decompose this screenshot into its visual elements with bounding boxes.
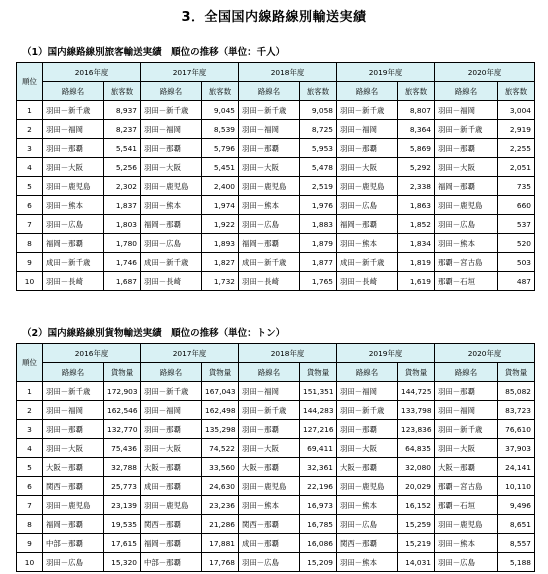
cargo-section-title: （2）国内線路線別貨物輸送実績 順位の推移（単位：トン） bbox=[22, 328, 286, 339]
route-cell: 羽田－新千歳 bbox=[239, 401, 300, 420]
route-cell: 羽田－那覇 bbox=[337, 420, 398, 439]
value-cell: 19,535 bbox=[104, 515, 141, 534]
year-header: 2018年度 bbox=[239, 63, 337, 82]
route-cell: 羽田－熊本 bbox=[43, 196, 104, 215]
value-cell: 135,298 bbox=[202, 420, 239, 439]
value-header: 貨物量 bbox=[202, 363, 239, 382]
route-cell: 羽田－長崎 bbox=[337, 272, 398, 291]
year-header: 2017年度 bbox=[141, 63, 239, 82]
rank-cell: 9 bbox=[17, 534, 43, 553]
route-cell: 羽田－広島 bbox=[435, 215, 498, 234]
table-row bbox=[17, 382, 535, 401]
route-cell: 羽田－熊本 bbox=[435, 534, 498, 553]
value-cell: 2,302 bbox=[104, 177, 141, 196]
value-cell: 1,877 bbox=[300, 253, 337, 272]
value-cell: 5,188 bbox=[498, 553, 535, 572]
value-cell: 162,498 bbox=[202, 401, 239, 420]
value-cell: 503 bbox=[498, 253, 535, 272]
year-header: 2020年度 bbox=[435, 63, 535, 82]
value-cell: 144,725 bbox=[398, 382, 435, 401]
route-header: 路線名 bbox=[141, 82, 202, 101]
route-cell: 羽田－那覇 bbox=[435, 382, 498, 401]
route-cell: 羽田－鹿児島 bbox=[141, 496, 202, 515]
value-cell: 75,436 bbox=[104, 439, 141, 458]
route-cell: 羽田－大阪 bbox=[43, 439, 104, 458]
route-cell: 羽田－広島 bbox=[43, 215, 104, 234]
value-cell: 127,216 bbox=[300, 420, 337, 439]
value-cell: 8,364 bbox=[398, 120, 435, 139]
route-cell: 大阪－那覇 bbox=[239, 458, 300, 477]
rank-cell: 7 bbox=[17, 496, 43, 515]
table-row bbox=[17, 196, 535, 215]
rank-cell: 10 bbox=[17, 272, 43, 291]
table-row bbox=[17, 101, 535, 120]
route-cell: 羽田－鹿児島 bbox=[43, 496, 104, 515]
table-row bbox=[17, 458, 535, 477]
value-header: 貨物量 bbox=[300, 363, 337, 382]
route-cell: 羽田－新千歳 bbox=[435, 120, 498, 139]
route-cell: 羽田－新千歳 bbox=[435, 420, 498, 439]
route-cell: 那覇－石垣 bbox=[435, 272, 498, 291]
route-cell: 羽田－福岡 bbox=[337, 120, 398, 139]
rank-cell: 5 bbox=[17, 177, 43, 196]
route-cell: 羽田－熊本 bbox=[435, 234, 498, 253]
route-cell: 羽田－広島 bbox=[43, 553, 104, 572]
value-cell: 1,837 bbox=[104, 196, 141, 215]
value-cell: 5,256 bbox=[104, 158, 141, 177]
route-cell: 羽田－熊本 bbox=[239, 496, 300, 515]
route-cell: 羽田－熊本 bbox=[141, 196, 202, 215]
route-cell: 羽田－大阪 bbox=[435, 439, 498, 458]
year-header: 2019年度 bbox=[337, 344, 435, 363]
route-cell: 羽田－広島 bbox=[239, 553, 300, 572]
value-cell: 1,819 bbox=[398, 253, 435, 272]
value-header: 貨物量 bbox=[498, 363, 535, 382]
value-cell: 2,919 bbox=[498, 120, 535, 139]
route-cell: 那覇－石垣 bbox=[435, 496, 498, 515]
value-cell: 83,723 bbox=[498, 401, 535, 420]
value-cell: 2,338 bbox=[398, 177, 435, 196]
value-cell: 1,852 bbox=[398, 215, 435, 234]
rank-cell: 7 bbox=[17, 215, 43, 234]
rank-cell: 6 bbox=[17, 477, 43, 496]
route-cell: 羽田－大阪 bbox=[435, 158, 498, 177]
table-row bbox=[17, 534, 535, 553]
value-cell: 1,746 bbox=[104, 253, 141, 272]
route-cell: 羽田－広島 bbox=[239, 215, 300, 234]
route-cell: 成田－新千歳 bbox=[43, 253, 104, 272]
value-header: 旅客数 bbox=[202, 82, 239, 101]
route-cell: 福岡－那覇 bbox=[43, 515, 104, 534]
route-cell: 成田－那覇 bbox=[141, 477, 202, 496]
value-cell: 8,937 bbox=[104, 101, 141, 120]
route-cell: 羽田－福岡 bbox=[239, 382, 300, 401]
route-cell: 羽田－新千歳 bbox=[141, 382, 202, 401]
value-header: 旅客数 bbox=[398, 82, 435, 101]
value-cell: 15,209 bbox=[300, 553, 337, 572]
route-cell: 羽田－鹿児島 bbox=[141, 177, 202, 196]
route-cell: 関西－那覇 bbox=[337, 534, 398, 553]
route-cell: 羽田－大阪 bbox=[239, 439, 300, 458]
rank-cell: 3 bbox=[17, 420, 43, 439]
route-cell: 羽田－長崎 bbox=[43, 272, 104, 291]
rank-header: 順位 bbox=[17, 63, 43, 101]
route-cell: 大阪－那覇 bbox=[435, 458, 498, 477]
rank-cell: 1 bbox=[17, 101, 43, 120]
value-cell: 1,803 bbox=[104, 215, 141, 234]
route-cell: 羽田－那覇 bbox=[239, 420, 300, 439]
value-cell: 37,903 bbox=[498, 439, 535, 458]
route-cell: 羽田－熊本 bbox=[337, 553, 398, 572]
value-cell: 5,953 bbox=[300, 139, 337, 158]
header-row-columns bbox=[17, 82, 535, 101]
route-cell: 羽田－熊本 bbox=[337, 234, 398, 253]
value-cell: 15,259 bbox=[398, 515, 435, 534]
rank-cell: 8 bbox=[17, 515, 43, 534]
value-cell: 5,451 bbox=[202, 158, 239, 177]
route-cell: 那覇－宮古島 bbox=[435, 253, 498, 272]
route-header: 路線名 bbox=[435, 82, 498, 101]
route-cell: 羽田－広島 bbox=[435, 553, 498, 572]
value-cell: 5,478 bbox=[300, 158, 337, 177]
route-cell: 羽田－大阪 bbox=[43, 158, 104, 177]
route-cell: 関西－那覇 bbox=[141, 515, 202, 534]
value-cell: 14,031 bbox=[398, 553, 435, 572]
route-cell: 羽田－大阪 bbox=[141, 439, 202, 458]
rank-cell: 8 bbox=[17, 234, 43, 253]
value-cell: 1,893 bbox=[202, 234, 239, 253]
table-row bbox=[17, 215, 535, 234]
route-cell: 羽田－大阪 bbox=[239, 158, 300, 177]
value-cell: 1,780 bbox=[104, 234, 141, 253]
route-cell: 羽田－新千歳 bbox=[337, 101, 398, 120]
route-cell: 那覇－宮古島 bbox=[435, 477, 498, 496]
route-header: 路線名 bbox=[43, 82, 104, 101]
value-cell: 5,869 bbox=[398, 139, 435, 158]
route-cell: 羽田－大阪 bbox=[337, 158, 398, 177]
route-cell: 成田－那覇 bbox=[239, 534, 300, 553]
header-row-years bbox=[17, 344, 535, 363]
route-cell: 関西－那覇 bbox=[239, 515, 300, 534]
route-cell: 羽田－福岡 bbox=[141, 120, 202, 139]
value-cell: 162,546 bbox=[104, 401, 141, 420]
route-cell: 羽田－鹿児島 bbox=[239, 477, 300, 496]
route-header: 路線名 bbox=[337, 82, 398, 101]
value-cell: 1,619 bbox=[398, 272, 435, 291]
route-cell: 福岡－那覇 bbox=[239, 234, 300, 253]
value-cell: 17,768 bbox=[202, 553, 239, 572]
year-header: 2018年度 bbox=[239, 344, 337, 363]
route-header: 路線名 bbox=[239, 363, 300, 382]
route-cell: 羽田－熊本 bbox=[337, 496, 398, 515]
route-cell: 羽田－新千歳 bbox=[239, 101, 300, 120]
value-cell: 21,286 bbox=[202, 515, 239, 534]
value-cell: 32,080 bbox=[398, 458, 435, 477]
route-cell: 大阪－那覇 bbox=[337, 458, 398, 477]
table-row bbox=[17, 439, 535, 458]
rank-cell: 9 bbox=[17, 253, 43, 272]
value-cell: 735 bbox=[498, 177, 535, 196]
route-cell: 羽田－広島 bbox=[337, 515, 398, 534]
route-cell: 福岡－那覇 bbox=[337, 215, 398, 234]
value-cell: 16,152 bbox=[398, 496, 435, 515]
route-cell: 羽田－福岡 bbox=[43, 120, 104, 139]
value-cell: 17,615 bbox=[104, 534, 141, 553]
route-cell: 成田－新千歳 bbox=[337, 253, 398, 272]
route-cell: 中部－那覇 bbox=[141, 553, 202, 572]
route-cell: 羽田－福岡 bbox=[435, 401, 498, 420]
rank-cell: 4 bbox=[17, 158, 43, 177]
table-row bbox=[17, 553, 535, 572]
value-cell: 24,141 bbox=[498, 458, 535, 477]
value-cell: 5,541 bbox=[104, 139, 141, 158]
route-cell: 羽田－那覇 bbox=[141, 139, 202, 158]
route-cell: 羽田－広島 bbox=[337, 196, 398, 215]
value-cell: 15,219 bbox=[398, 534, 435, 553]
table-row bbox=[17, 158, 535, 177]
route-cell: 羽田－福岡 bbox=[43, 401, 104, 420]
value-cell: 1,827 bbox=[202, 253, 239, 272]
year-header: 2019年度 bbox=[337, 63, 435, 82]
value-header: 旅客数 bbox=[300, 82, 337, 101]
value-cell: 2,519 bbox=[300, 177, 337, 196]
value-cell: 9,496 bbox=[498, 496, 535, 515]
value-cell: 2,051 bbox=[498, 158, 535, 177]
route-cell: 羽田－鹿児島 bbox=[435, 196, 498, 215]
route-header: 路線名 bbox=[337, 363, 398, 382]
value-cell: 520 bbox=[498, 234, 535, 253]
value-cell: 133,798 bbox=[398, 401, 435, 420]
value-cell: 74,522 bbox=[202, 439, 239, 458]
value-cell: 8,807 bbox=[398, 101, 435, 120]
route-cell: 大阪－那覇 bbox=[141, 458, 202, 477]
value-cell: 1,879 bbox=[300, 234, 337, 253]
value-cell: 25,773 bbox=[104, 477, 141, 496]
value-cell: 1,732 bbox=[202, 272, 239, 291]
value-header: 貨物量 bbox=[104, 363, 141, 382]
value-cell: 16,973 bbox=[300, 496, 337, 515]
value-cell: 8,539 bbox=[202, 120, 239, 139]
table-row bbox=[17, 139, 535, 158]
route-cell: 羽田－広島 bbox=[141, 234, 202, 253]
value-cell: 76,610 bbox=[498, 420, 535, 439]
rank-cell: 10 bbox=[17, 553, 43, 572]
cargo-table bbox=[16, 343, 535, 572]
route-cell: 羽田－那覇 bbox=[239, 139, 300, 158]
route-cell: 羽田－福岡 bbox=[141, 401, 202, 420]
route-cell: 羽田－鹿児島 bbox=[337, 477, 398, 496]
value-cell: 123,836 bbox=[398, 420, 435, 439]
value-cell: 1,687 bbox=[104, 272, 141, 291]
route-cell: 羽田－那覇 bbox=[43, 420, 104, 439]
route-header: 路線名 bbox=[141, 363, 202, 382]
rank-cell: 3 bbox=[17, 139, 43, 158]
value-cell: 487 bbox=[498, 272, 535, 291]
table-row bbox=[17, 177, 535, 196]
page-title: 3．全国国内線路線別輸送実績 bbox=[181, 10, 367, 25]
value-cell: 1,883 bbox=[300, 215, 337, 234]
value-cell: 22,196 bbox=[300, 477, 337, 496]
passenger-section-title: （1）国内線路線別旅客輸送実績 順位の推移（単位：千人） bbox=[22, 47, 286, 58]
value-cell: 9,045 bbox=[202, 101, 239, 120]
value-cell: 1,922 bbox=[202, 215, 239, 234]
value-cell: 5,796 bbox=[202, 139, 239, 158]
route-header: 路線名 bbox=[43, 363, 104, 382]
route-cell: 羽田－福岡 bbox=[337, 382, 398, 401]
year-header: 2016年度 bbox=[43, 344, 141, 363]
route-cell: 福岡－那覇 bbox=[141, 534, 202, 553]
value-cell: 33,560 bbox=[202, 458, 239, 477]
table-row bbox=[17, 253, 535, 272]
value-cell: 69,411 bbox=[300, 439, 337, 458]
value-cell: 16,785 bbox=[300, 515, 337, 534]
value-cell: 9,058 bbox=[300, 101, 337, 120]
value-cell: 15,320 bbox=[104, 553, 141, 572]
value-cell: 20,029 bbox=[398, 477, 435, 496]
route-header: 路線名 bbox=[239, 82, 300, 101]
value-header: 貨物量 bbox=[398, 363, 435, 382]
route-cell: 大阪－那覇 bbox=[43, 458, 104, 477]
rank-header: 順位 bbox=[17, 344, 43, 382]
route-cell: 羽田－那覇 bbox=[43, 139, 104, 158]
value-cell: 32,361 bbox=[300, 458, 337, 477]
value-cell: 1,976 bbox=[300, 196, 337, 215]
route-cell: 羽田－大阪 bbox=[337, 439, 398, 458]
value-cell: 1,765 bbox=[300, 272, 337, 291]
value-cell: 23,139 bbox=[104, 496, 141, 515]
route-cell: 羽田－鹿児島 bbox=[43, 177, 104, 196]
route-cell: 羽田－福岡 bbox=[239, 120, 300, 139]
table-row bbox=[17, 272, 535, 291]
route-cell: 成田－新千歳 bbox=[141, 253, 202, 272]
value-cell: 151,351 bbox=[300, 382, 337, 401]
route-cell: 福岡－那覇 bbox=[43, 234, 104, 253]
header-row-years bbox=[17, 63, 535, 82]
table-row bbox=[17, 477, 535, 496]
route-cell: 中部－那覇 bbox=[43, 534, 104, 553]
route-cell: 羽田－福岡 bbox=[435, 101, 498, 120]
route-cell: 羽田－長崎 bbox=[239, 272, 300, 291]
route-cell: 福岡－那覇 bbox=[141, 215, 202, 234]
route-cell: 羽田－長崎 bbox=[141, 272, 202, 291]
value-cell: 23,236 bbox=[202, 496, 239, 515]
value-cell: 8,651 bbox=[498, 515, 535, 534]
value-cell: 17,881 bbox=[202, 534, 239, 553]
route-cell: 羽田－那覇 bbox=[337, 139, 398, 158]
value-cell: 167,043 bbox=[202, 382, 239, 401]
route-cell: 羽田－鹿児島 bbox=[239, 177, 300, 196]
rank-cell: 2 bbox=[17, 120, 43, 139]
value-cell: 2,255 bbox=[498, 139, 535, 158]
passenger-table bbox=[16, 62, 535, 291]
value-header: 旅客数 bbox=[104, 82, 141, 101]
route-cell: 羽田－新千歳 bbox=[43, 101, 104, 120]
route-cell: 羽田－那覇 bbox=[435, 139, 498, 158]
value-cell: 64,835 bbox=[398, 439, 435, 458]
table-row bbox=[17, 496, 535, 515]
value-cell: 3,004 bbox=[498, 101, 535, 120]
route-cell: 羽田－鹿児島 bbox=[435, 515, 498, 534]
route-header: 路線名 bbox=[435, 363, 498, 382]
value-cell: 660 bbox=[498, 196, 535, 215]
table-row bbox=[17, 515, 535, 534]
rank-cell: 5 bbox=[17, 458, 43, 477]
year-header: 2017年度 bbox=[141, 344, 239, 363]
rank-cell: 2 bbox=[17, 401, 43, 420]
value-cell: 1,834 bbox=[398, 234, 435, 253]
year-header: 2020年度 bbox=[435, 344, 535, 363]
table-row bbox=[17, 401, 535, 420]
route-cell: 福岡－那覇 bbox=[435, 177, 498, 196]
value-cell: 10,110 bbox=[498, 477, 535, 496]
rank-cell: 4 bbox=[17, 439, 43, 458]
value-cell: 5,292 bbox=[398, 158, 435, 177]
route-cell: 成田－新千歳 bbox=[239, 253, 300, 272]
route-cell: 羽田－大阪 bbox=[141, 158, 202, 177]
value-cell: 1,863 bbox=[398, 196, 435, 215]
value-cell: 132,770 bbox=[104, 420, 141, 439]
route-cell: 羽田－鹿児島 bbox=[337, 177, 398, 196]
value-header: 旅客数 bbox=[498, 82, 535, 101]
value-cell: 537 bbox=[498, 215, 535, 234]
route-cell: 羽田－新千歳 bbox=[337, 401, 398, 420]
rank-cell: 6 bbox=[17, 196, 43, 215]
value-cell: 85,082 bbox=[498, 382, 535, 401]
route-cell: 関西－那覇 bbox=[43, 477, 104, 496]
value-cell: 1,974 bbox=[202, 196, 239, 215]
value-cell: 16,086 bbox=[300, 534, 337, 553]
route-cell: 羽田－新千歳 bbox=[43, 382, 104, 401]
value-cell: 144,283 bbox=[300, 401, 337, 420]
value-cell: 32,788 bbox=[104, 458, 141, 477]
value-cell: 2,400 bbox=[202, 177, 239, 196]
route-cell: 羽田－新千歳 bbox=[141, 101, 202, 120]
value-cell: 8,557 bbox=[498, 534, 535, 553]
rank-cell: 1 bbox=[17, 382, 43, 401]
year-header: 2016年度 bbox=[43, 63, 141, 82]
value-cell: 24,630 bbox=[202, 477, 239, 496]
table-row bbox=[17, 420, 535, 439]
value-cell: 8,725 bbox=[300, 120, 337, 139]
value-cell: 172,903 bbox=[104, 382, 141, 401]
header-row-columns bbox=[17, 363, 535, 382]
table-row bbox=[17, 234, 535, 253]
route-cell: 羽田－那覇 bbox=[141, 420, 202, 439]
table-row bbox=[17, 120, 535, 139]
value-cell: 8,237 bbox=[104, 120, 141, 139]
route-cell: 羽田－熊本 bbox=[239, 196, 300, 215]
